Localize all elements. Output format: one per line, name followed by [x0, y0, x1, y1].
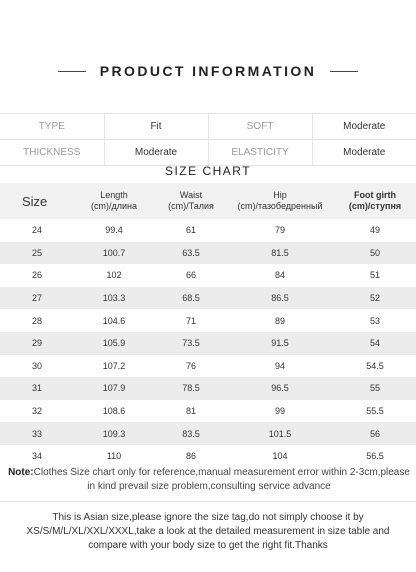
cell-waist: 66: [185, 270, 196, 281]
header-right-rule: [330, 71, 358, 72]
cell-waist: 68.5: [156, 287, 226, 310]
property-label-type: TYPE: [0, 114, 104, 140]
cell-length: 108.6: [102, 406, 126, 417]
property-value-soft: Moderate: [312, 114, 416, 140]
cell-foot-girth: 53: [369, 315, 380, 326]
cell-foot-girth: 55.5: [366, 406, 384, 417]
note-label: Note:: [8, 467, 34, 478]
cell-length: 100.7: [72, 242, 156, 265]
header-hip-unit: (cm)/тазобедренный: [237, 201, 323, 211]
properties-table: [0, 113, 416, 166]
divider: [0, 501, 416, 502]
product-info-header: [0, 58, 416, 84]
cell-size: 32: [32, 406, 43, 417]
header-foot-girth: [334, 183, 416, 219]
cell-foot-girth: 56: [334, 422, 416, 445]
property-label-thickness: THICKNESS: [0, 140, 104, 166]
cell-waist: 76: [185, 360, 196, 371]
property-label-soft: SOFT: [208, 114, 312, 140]
cell-size: 25: [0, 242, 72, 265]
cell-size: 31: [0, 377, 72, 400]
cell-waist: 71: [185, 315, 196, 326]
header-foot-girth-unit: (cm)/ступня: [348, 201, 402, 211]
size-chart-table: [0, 183, 416, 468]
cell-size: 34: [32, 451, 43, 462]
header-waist: [156, 183, 226, 219]
table-row: [0, 377, 416, 400]
cell-hip: 86.5: [226, 287, 334, 310]
cell-hip: 81.5: [226, 242, 334, 265]
table-row: [0, 332, 416, 355]
header-length-label: Length: [100, 190, 128, 200]
cell-length: 99.4: [105, 225, 123, 236]
cell-hip: 96.5: [226, 377, 334, 400]
header-left-rule: [58, 71, 86, 72]
cell-length: 107.9: [72, 377, 156, 400]
cell-foot-girth: 54: [334, 332, 416, 355]
properties-row: [0, 114, 416, 140]
cell-length: 109.3: [72, 422, 156, 445]
cell-foot-girth: 51: [369, 270, 380, 281]
page-title: PRODUCT INFORMATION: [99, 63, 317, 79]
cell-foot-girth: 54.5: [366, 360, 384, 371]
cell-length: 104.6: [102, 315, 126, 326]
cell-foot-girth: 50: [334, 242, 416, 265]
cell-foot-girth: 55: [334, 377, 416, 400]
cell-hip: 89: [274, 315, 285, 326]
cell-length: 102: [106, 270, 122, 281]
cell-size: 29: [0, 332, 72, 355]
table-row: [0, 287, 416, 310]
cell-foot-girth: 56.5: [366, 451, 384, 462]
cell-length: 110: [106, 451, 122, 462]
cell-size: 28: [32, 315, 43, 326]
property-value-thickness: Moderate: [104, 140, 208, 166]
header-hip-label: Hip: [273, 190, 287, 200]
cell-hip: 101.5: [226, 422, 334, 445]
header-foot-girth-label: Foot girth: [354, 190, 396, 200]
cell-hip: 99: [274, 406, 285, 417]
table-row: [0, 264, 416, 287]
table-row: [0, 422, 416, 445]
cell-waist: 78.5: [156, 377, 226, 400]
size-chart-header-row: [0, 183, 416, 219]
cell-hip: 79: [274, 225, 285, 236]
cell-size: 27: [0, 287, 72, 310]
table-row: [0, 219, 416, 242]
note-text: [6, 466, 412, 494]
table-row: [0, 400, 416, 423]
asian-size-notice: This is Asian size,please ignore the size tag,do not simply choose it by XS/S/M/L/XL/XXL/XXXL,take a look at the detailed measurement in size table and compare with your body size to get the right fit.Thanks: [26, 512, 390, 551]
cell-waist: 86: [185, 451, 196, 462]
cell-hip: 91.5: [226, 332, 334, 355]
property-value-elasticity: Moderate: [312, 140, 416, 166]
cell-length: 103.3: [72, 287, 156, 310]
cell-length: 105.9: [72, 332, 156, 355]
header-waist-label: Waist: [179, 190, 203, 200]
header-size: [0, 183, 72, 219]
size-chart-body: [0, 219, 416, 468]
table-row: [0, 309, 416, 332]
cell-size: 33: [0, 422, 72, 445]
cell-foot-girth: 49: [369, 225, 380, 236]
property-value-type: Fit: [104, 114, 208, 140]
properties-row: [0, 140, 416, 166]
cell-waist: 83.5: [156, 422, 226, 445]
size-chart-title: SIZE CHART: [164, 164, 252, 178]
cell-hip: 84: [274, 270, 285, 281]
header-hip: [226, 183, 334, 219]
cell-waist: 61: [185, 225, 196, 236]
property-label-elasticity: ELASTICITY: [208, 140, 312, 166]
cell-waist: 73.5: [156, 332, 226, 355]
header-length: [72, 183, 156, 219]
cell-waist: 81: [185, 406, 196, 417]
table-row: [0, 445, 416, 468]
cell-foot-girth: 52: [334, 287, 416, 310]
cell-size: 24: [32, 225, 43, 236]
header-length-unit: (cm)/длина: [91, 201, 137, 211]
header-size-label: Size: [22, 193, 48, 209]
cell-hip: 94: [274, 360, 285, 371]
cell-size: 30: [32, 360, 43, 371]
table-row: [0, 355, 416, 378]
header-waist-unit: (cm)/Талия: [168, 201, 214, 211]
table-row: [0, 242, 416, 265]
cell-length: 107.2: [102, 360, 126, 371]
note-body: Clothes Size chart only for reference,manual measurement error within 2-3cm,please in kind prevail size problem,consulting service advance: [33, 467, 410, 492]
cell-size: 26: [32, 270, 43, 281]
cell-hip: 104: [272, 451, 288, 462]
cell-waist: 63.5: [156, 242, 226, 265]
